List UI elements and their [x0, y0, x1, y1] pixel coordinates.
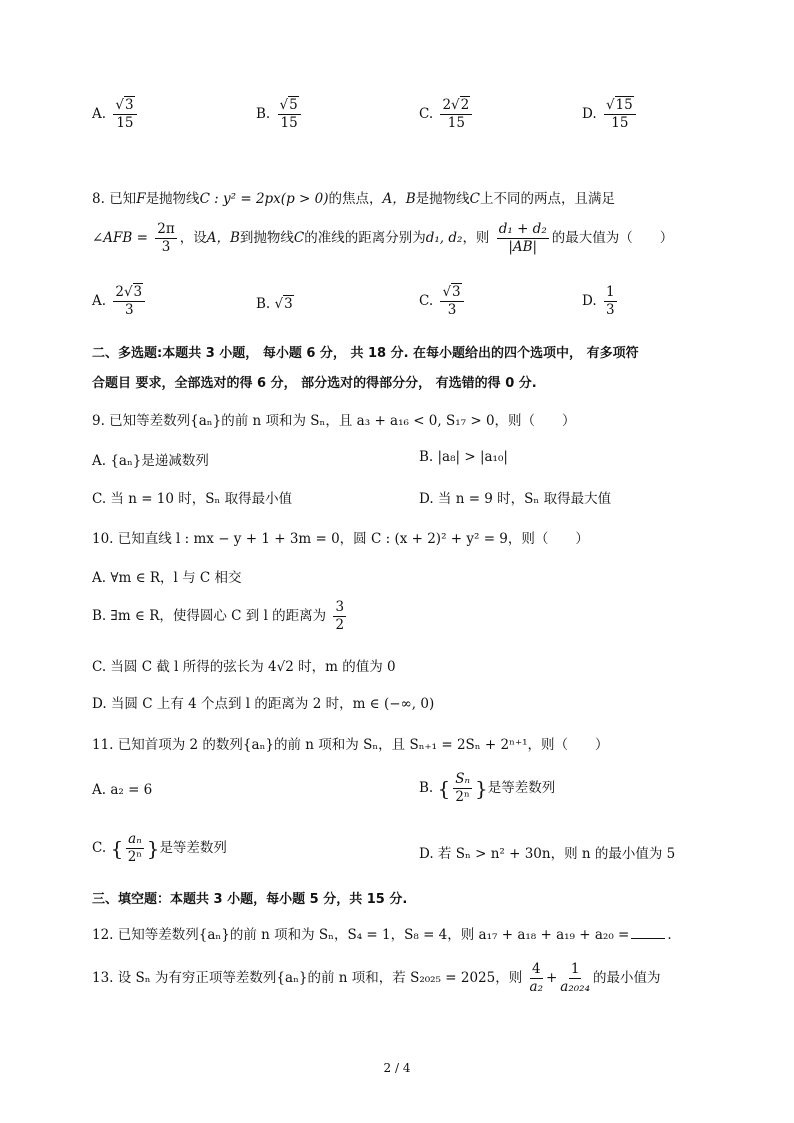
fraction: $\frac{√3}{15}$: [113, 98, 136, 131]
q11-option-b: B. { $\frac{\text{Sₙ}}{\text{2ⁿ}}$ }是等差数列: [419, 771, 556, 805]
q9-option-c: C. 当 n = 10 时，Sₙ 取得最小值: [92, 491, 293, 507]
fraction: $\frac{3}{2}$: [335, 599, 345, 633]
q7-option-c: C. $\frac{2√2}{15}$: [419, 98, 475, 131]
q13-stem: 13. 设 Sₙ 为有穷正项等差数列{aₙ}的前 n 项和，若 S₂₀₂₅ = 2025，则 $\frac{4}{\text{a₂}}$ + $\frac{1}{\text{a₂₀₂₄}}$ 的最小值为: [92, 961, 661, 995]
fraction: $\frac{\text{aₙ}}{\text{2ⁿ}}$: [127, 831, 143, 865]
q9-option-a: A. {aₙ}是递减数列: [92, 453, 209, 469]
q10-option-a: A. ∀m ∈ R，l 与 C 相交: [92, 570, 242, 586]
q11-option-d: D. 若 Sₙ > n² + 30n，则 n 的最小值为 5: [419, 846, 676, 862]
q7-option-a: A. $\frac{√3}{15}$: [92, 98, 140, 131]
q10-stem: 10. 已知直线 l : mx − y + 1 + 3m = 0，圆 C : (x + 2)² + y² = 9，则（ ）: [92, 531, 589, 547]
q7-option-b: B. $\frac{√5}{15}$: [256, 98, 304, 131]
q9-option-d: D. 当 n = 9 时，Sₙ 取得最大值: [419, 491, 612, 507]
page-number: 2 / 4: [383, 1061, 411, 1075]
q8-option-a: A. $\frac{2√3}{3}$: [92, 285, 148, 318]
fraction: $\frac{√5}{15}$: [278, 98, 301, 131]
q8-option-b: B. √3: [256, 296, 293, 312]
q8-stem-line1: 8. 已知F是抛物线C : y² = 2px(p > 0)的焦点，A，B是抛物线C上不同的两点，且满足: [92, 191, 615, 207]
fraction: $\frac{1}{3}$: [605, 284, 615, 318]
fraction: $\frac{2√2}{15}$: [440, 98, 472, 131]
fraction: $\frac{\text{d₁ + d₂}}{|AB|}$: [498, 221, 547, 255]
q11-option-c: C. { $\frac{\text{aₙ}}{\text{2ⁿ}}$ }是等差数列: [92, 831, 227, 865]
section2-instructions-line1: 二、多选题:本题共 3 小题， 每小题 6 分， 共 18 分. 在每小题给出的四个选项中， 有多项符: [92, 346, 639, 361]
q11-stem: 11. 已知首项为 2 的数列{aₙ}的前 n 项和为 Sₙ，且 Sₙ₊₁ = 2Sₙ + 2ⁿ⁺¹，则（ ）: [92, 737, 609, 753]
q8-option-c: C. $\frac{√3}{3}$: [419, 285, 467, 318]
fraction: $\frac{2\pi}{3}$: [157, 221, 175, 255]
q10-option-b: B. ∃m ∈ R，使得圆心 C 到 l 的距离为 $\frac{3}{2}$: [92, 599, 345, 633]
section3-title: 三、填空题：本题共 3 小题，每小题 5 分，共 15 分.: [92, 892, 408, 907]
fraction: $\frac{\text{Sₙ}}{\text{2ⁿ}}$: [455, 771, 470, 805]
fraction: $\frac{√3}{3}$: [440, 285, 463, 318]
q8-option-d: D. $\frac{1}{3}$: [582, 284, 615, 318]
q10-option-d: D. 当圆 C 上有 4 个点到 l 的距离为 2 时，m ∈ (−∞, 0): [92, 696, 435, 712]
fraction: $\frac{2√3}{3}$: [113, 285, 145, 318]
section2-instructions-line2: 合题目 要求，全部选对的得 6 分， 部分选对的得部分分， 有选错的得 0 分.: [92, 376, 537, 391]
q7-option-d: D. $\frac{√15}{15}$: [582, 98, 639, 131]
fraction: $\frac{1}{\text{a₂₀₂₄}}$: [560, 961, 590, 995]
q11-option-a: A. a₂ = 6: [92, 782, 153, 798]
q12-stem: 12. 已知等差数列{aₙ}的前 n 项和为 Sₙ，S₄ = 1，S₈ = 4，则 a₁₇ + a₁₈ + a₁₉ + a₂₀ = .: [92, 927, 672, 943]
fraction: $\frac{4}{\text{a₂}}$: [529, 961, 543, 995]
q8-stem-line2: ∠AFB = $\frac{2\pi}{3}$ ，设A，B到抛物线C的准线的距离分别为d₁, d₂，则 $\frac{\text{d₁ + d₂}}{|AB|}$ 的最大值为（ ）: [92, 221, 674, 255]
q9-option-b: B. |a₈| > |a₁₀|: [419, 449, 508, 465]
q9-stem: 9. 已知等差数列{aₙ}的前 n 项和为 Sₙ，且 a₃ + a₁₆ < 0, S₁₇ > 0，则（ ）: [92, 413, 576, 429]
answer-blank[interactable]: [631, 938, 665, 939]
fraction: $\frac{√15}{15}$: [604, 98, 636, 131]
q10-option-c: C. 当圆 C 截 l 所得的弦长为 4√2 时，m 的值为 0: [92, 659, 396, 675]
